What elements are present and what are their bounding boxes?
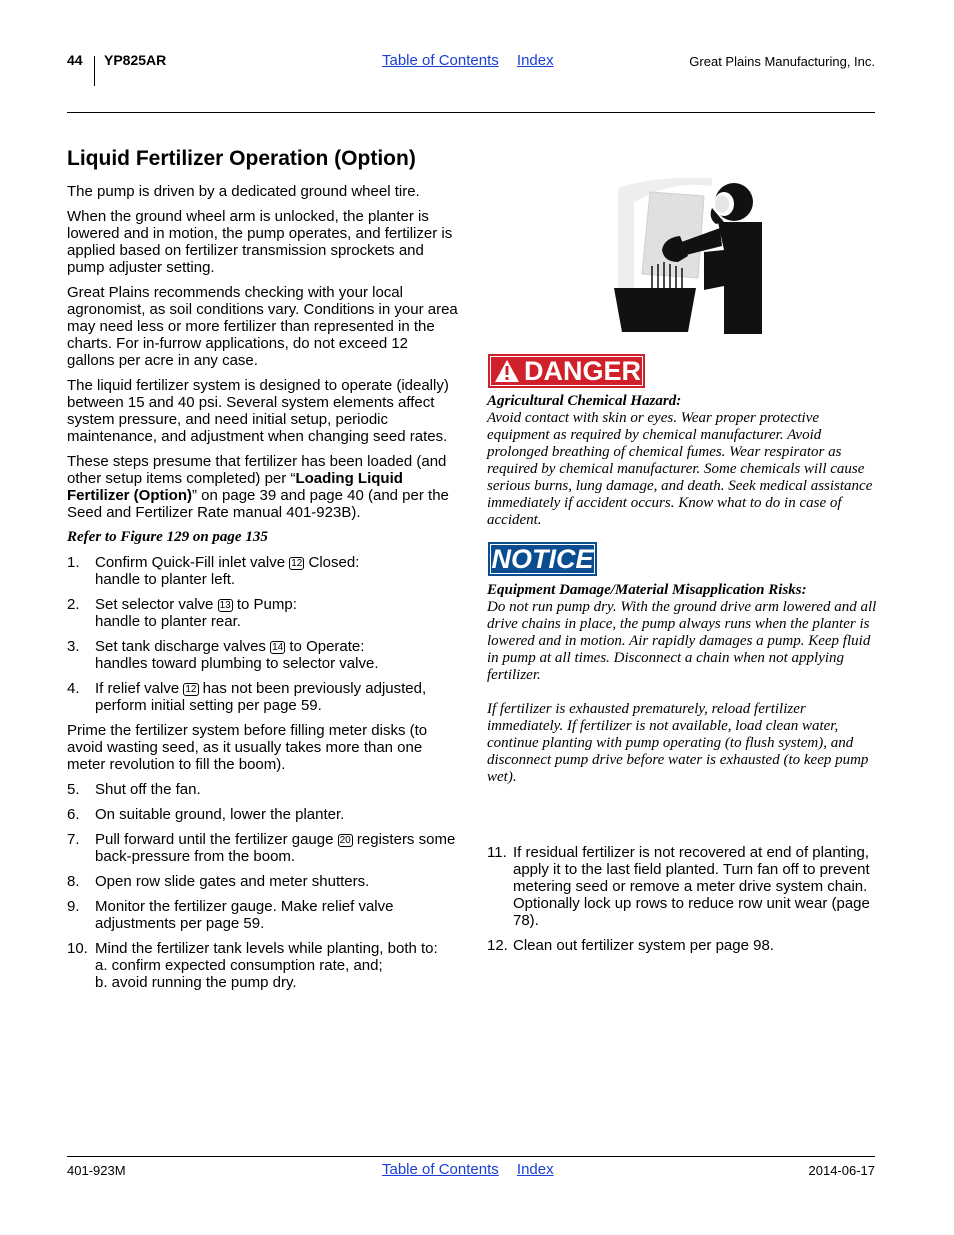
danger-label: DANGER — [524, 355, 642, 386]
list-item: 6. On suitable ground, lower the planter. — [67, 806, 345, 823]
list-item: 12. Clean out fertilizer system per page 98. — [487, 937, 774, 954]
notice-heading: Equipment Damage/Material Misapplication Risks: — [487, 582, 807, 598]
header-divider — [94, 56, 95, 86]
callout-14: 14 — [272, 642, 284, 653]
notice-body: Do not run pump dry. With the ground drive arm lowered and all drive chains in place, the pump always runs when the planter is lowered and in motion. Air rapidly damages a pump. Keep fluid in pump at all times. Disconnect a chain when not applying fertilizer. — [487, 599, 877, 683]
steps-list-a — [67, 554, 459, 714]
callout-12: 12 — [291, 558, 303, 569]
list-item: 1. Confirm Quick-Fill inlet valve 12 Closed: handle to planter left. — [67, 554, 360, 588]
company-name: Great Plains Manufacturing, Inc. — [689, 54, 875, 69]
list-item: 9. Monitor the fertilizer gauge. Make relief valve adjustments per page 59. — [67, 898, 394, 932]
page-number: 44 — [67, 52, 83, 68]
list-item: 4. If relief valve 12 has not been previously adjusted, perform initial setting per page 59. — [67, 680, 427, 714]
notice-message — [487, 582, 879, 786]
danger-heading: Agricultural Chemical Hazard: — [487, 393, 682, 409]
top-nav — [382, 52, 568, 69]
notice-label: NOTICE — [491, 543, 594, 574]
paragraph: These steps presume that fertilizer has been loaded (and other setup items completed) per “Loading Liquid Fertilizer (Option)” on page 39 and page 40 (and per the Seed and Fertilizer Rate manual 401-923B). — [67, 453, 449, 521]
list-item: 2. Set selector valve 13 to Pump: handle to planter rear. — [67, 596, 297, 630]
danger-body: Avoid contact with skin or eyes. Wear proper protective equipment as required by chemical manufacturer. Avoid prolonged breathing of chemical fumes. Wear respirator as required by chemical manufacturer. Some chemicals will cause serious burns, lung damage, and death. Seek medical assistance immediately if accident occurs. Know what to do in case of accident. — [487, 410, 873, 528]
paragraph: When the ground wheel arm is unlocked, the planter is lowered and in motion, the pump operates, and fertilizer is applied based on fertilizer transmission sprockets and pump adjuster setting. — [67, 208, 453, 276]
danger-message — [487, 393, 879, 529]
danger-signal-word — [488, 354, 645, 388]
warning-triangle-icon — [494, 359, 520, 383]
left-column — [67, 183, 459, 999]
paragraph: The liquid fertilizer system is designed to operate (ideally) between 15 and 40 psi. Several system elements affect system pressure, and need initial setup, periodic maintenance, and adjustment when changing seed rates. — [67, 377, 449, 445]
index-link[interactable]: Index — [516, 52, 554, 69]
steps-list-c — [487, 844, 877, 962]
list-item: 7. Pull forward until the fertilizer gauge 20 registers some back-pressure from the boom. — [67, 831, 456, 865]
callout-20: 20 — [339, 835, 351, 846]
callout-13: 13 — [219, 600, 231, 611]
paragraph: The pump is driven by a dedicated ground wheel tire. — [67, 183, 420, 200]
list-item: 5. Shut off the fan. — [67, 781, 201, 798]
header-rule — [67, 112, 875, 113]
notice-signal-word — [488, 542, 597, 576]
loading-fertilizer-link[interactable]: Loading Liquid Fertilizer (Option) — [67, 470, 403, 504]
list-item: 11. If residual fertilizer is not recovered at end of planting, apply it to the last field planted. Turn fan off to prevent metering seed or remove a meter drive system chain. Optionally lock up rows to reduce row unit wear (page 78). — [487, 844, 870, 929]
chemical-hazard-illustration — [612, 178, 764, 334]
callout-12: 12 — [185, 684, 197, 695]
list-item: 3. Set tank discharge valves 14 to Operate: handles toward plumbing to selector valve. — [67, 638, 379, 672]
page-title: Liquid Fertilizer Operation (Option) — [67, 147, 416, 170]
doc-number: 401-923M — [67, 1163, 126, 1178]
paragraph: Great Plains recommends checking with your local agronomist, as soil conditions vary. Conditions in your area may need less or more fertilizer than represented in the charts. For in-furrow applications, do not exceed 12 gallons per acre in any case. — [67, 284, 458, 369]
steps-list-b — [67, 781, 459, 991]
notice-body: If fertilizer is exhausted prematurely, reload fertilizer immediately. If fertilizer is not available, load clean water, continue planting with pump operating (to flush system), and disconnect pump drive before water is exhausted (to keep pump wet). — [487, 701, 869, 785]
bottom-nav — [382, 1161, 568, 1178]
figure-reference: Refer to Figure 129 on page 135 — [67, 529, 268, 545]
paragraph: Prime the fertilizer system before filling meter disks (to avoid wasting seed, as it usually takes more than one meter revolution to fill the boom). — [67, 722, 428, 773]
toc-link[interactable]: Table of Contents — [382, 1161, 499, 1178]
list-item: 10. Mind the fertilizer tank levels while planting, both to: a. confirm expected consumption rate, and; b. avoid running the pump dry. — [67, 940, 438, 991]
toc-link[interactable]: Table of Contents — [382, 52, 499, 69]
index-link[interactable]: Index — [516, 1161, 554, 1178]
list-item: 8. Open row slide gates and meter shutters. — [67, 873, 370, 890]
footer-rule — [67, 1156, 875, 1157]
doc-date: 2014-06-17 — [808, 1163, 875, 1178]
model-name: YP825AR — [104, 52, 167, 68]
